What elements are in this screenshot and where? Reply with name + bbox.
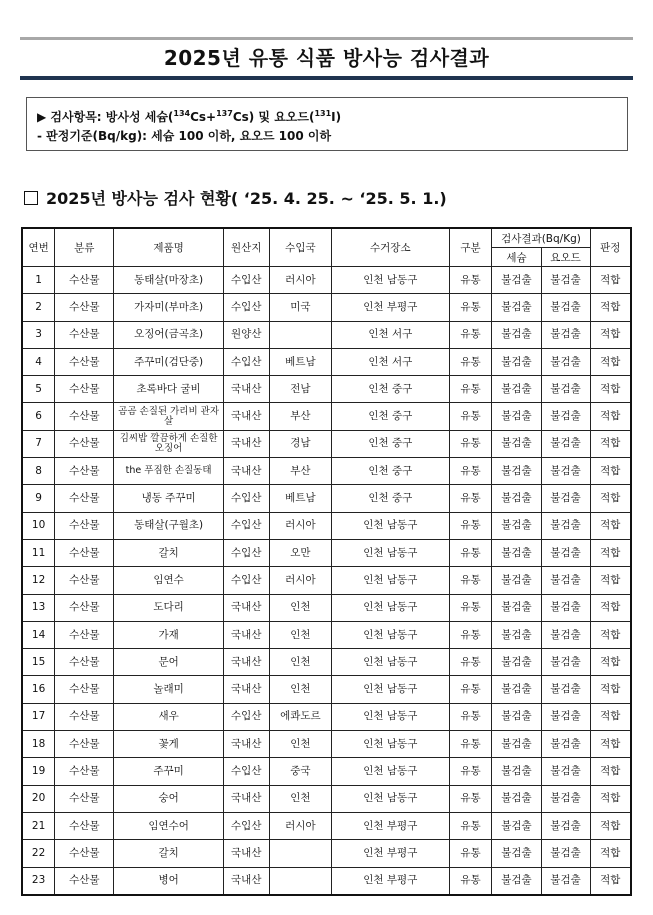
section-title: 2025년 방사능 검사 현황( ‘25. 4. 25. ~ ‘25. 5. 1.) (46, 189, 447, 208)
cell-location: 인천 남동구 (332, 539, 450, 566)
table-row (22, 621, 631, 648)
cell-origin: 국내산 (223, 430, 269, 457)
header-result: 검사결과(Bq/Kg) (492, 228, 590, 248)
cell-product: 주꾸미(검단중) (114, 348, 223, 375)
cell-no: 5 (22, 376, 55, 403)
cell-type: 유통 (449, 594, 492, 621)
cell-category: 수산물 (55, 567, 114, 594)
table-row (22, 539, 631, 566)
cell-origin: 국내산 (223, 594, 269, 621)
cell-verdict: 적합 (590, 785, 631, 812)
cell-category: 수산물 (55, 840, 114, 867)
cell-import-country: 러시아 (269, 512, 331, 539)
cell-type: 유통 (449, 294, 492, 321)
cell-import-country: 인천 (269, 676, 331, 703)
cell-category: 수산물 (55, 539, 114, 566)
cell-location: 인천 중구 (332, 485, 450, 512)
cell-iodine: 불검출 (541, 785, 590, 812)
table-row (22, 567, 631, 594)
cell-category: 수산물 (55, 731, 114, 758)
cell-category: 수산물 (55, 867, 114, 895)
cell-product: 꽃게 (114, 731, 223, 758)
cell-category: 수산물 (55, 785, 114, 812)
cell-origin: 수입산 (223, 294, 269, 321)
cell-product: 김씨밥 깔끔하게 손질한 오징어 (114, 430, 223, 457)
cell-verdict: 적합 (590, 567, 631, 594)
cell-verdict: 적합 (590, 758, 631, 785)
cell-location: 인천 부평구 (332, 840, 450, 867)
cell-no: 15 (22, 649, 55, 676)
cell-origin: 수입산 (223, 267, 269, 294)
header-import-country: 수입국 (269, 228, 331, 267)
cell-import-country: 중국 (269, 758, 331, 785)
cell-type: 유통 (449, 458, 492, 485)
cell-type: 유통 (449, 348, 492, 375)
cell-iodine: 불검출 (541, 840, 590, 867)
cell-iodine: 불검출 (541, 703, 590, 730)
cell-type: 유통 (449, 621, 492, 648)
cell-iodine: 불검출 (541, 321, 590, 348)
cell-type: 유통 (449, 376, 492, 403)
cell-import-country (269, 867, 331, 895)
cell-category: 수산물 (55, 594, 114, 621)
cell-cesium: 불검출 (492, 458, 541, 485)
cell-import-country: 러시아 (269, 567, 331, 594)
cell-verdict: 적합 (590, 539, 631, 566)
cs134-text: Cs+ (190, 110, 217, 124)
cell-verdict: 적합 (590, 294, 631, 321)
cell-origin: 국내산 (223, 621, 269, 648)
cell-iodine: 불검출 (541, 403, 590, 430)
results-table (21, 227, 632, 896)
table-body (22, 267, 631, 895)
cell-import-country: 경남 (269, 430, 331, 457)
cell-category: 수산물 (55, 321, 114, 348)
cell-location: 인천 부평구 (332, 812, 450, 839)
cell-location: 인천 남동구 (332, 676, 450, 703)
table-row (22, 294, 631, 321)
cell-location: 인천 중구 (332, 430, 450, 457)
section-heading (24, 186, 447, 209)
cell-import-country: 인천 (269, 594, 331, 621)
table-row (22, 403, 631, 430)
cell-origin: 수입산 (223, 539, 269, 566)
cell-no: 22 (22, 840, 55, 867)
cell-iodine: 불검출 (541, 676, 590, 703)
cell-origin: 수입산 (223, 512, 269, 539)
cell-type: 유통 (449, 485, 492, 512)
cell-no: 19 (22, 758, 55, 785)
cell-import-country (269, 321, 331, 348)
cell-origin: 수입산 (223, 485, 269, 512)
bullet-triangle-icon: ▶ (37, 110, 47, 124)
cell-category: 수산물 (55, 376, 114, 403)
cell-no: 11 (22, 539, 55, 566)
cell-category: 수산물 (55, 430, 114, 457)
cell-location: 인천 남동구 (332, 567, 450, 594)
cell-location: 인천 중구 (332, 403, 450, 430)
cell-cesium: 불검출 (492, 594, 541, 621)
cell-type: 유통 (449, 703, 492, 730)
cell-product: 동태살(구월초) (114, 512, 223, 539)
table-row (22, 867, 631, 895)
cell-cesium: 불검출 (492, 267, 541, 294)
header-type: 구분 (449, 228, 492, 267)
cell-cesium: 불검출 (492, 403, 541, 430)
cell-verdict: 적합 (590, 840, 631, 867)
cell-category: 수산물 (55, 403, 114, 430)
cs137-superscript: 137 (216, 109, 233, 118)
cell-iodine: 불검출 (541, 348, 590, 375)
table-row (22, 458, 631, 485)
i131-text: I) (331, 110, 342, 124)
cell-import-country: 부산 (269, 458, 331, 485)
cs137-text: Cs) 및 요오드( (232, 110, 315, 124)
cell-import-country: 러시아 (269, 812, 331, 839)
table-row (22, 758, 631, 785)
cell-import-country: 인천 (269, 785, 331, 812)
cell-type: 유통 (449, 321, 492, 348)
cell-import-country: 오만 (269, 539, 331, 566)
cell-no: 14 (22, 621, 55, 648)
cell-verdict: 적합 (590, 731, 631, 758)
cell-location: 인천 서구 (332, 321, 450, 348)
cell-verdict: 적합 (590, 676, 631, 703)
table-row (22, 485, 631, 512)
page-title: 2025년 유통 식품 방사능 검사결과 (163, 46, 490, 70)
cell-no: 12 (22, 567, 55, 594)
cell-import-country: 러시아 (269, 267, 331, 294)
header-cesium: 세슘 (492, 248, 541, 267)
cell-category: 수산물 (55, 294, 114, 321)
cell-location: 인천 남동구 (332, 731, 450, 758)
cell-origin: 국내산 (223, 785, 269, 812)
table-row (22, 267, 631, 294)
cell-category: 수산물 (55, 649, 114, 676)
cell-cesium: 불검출 (492, 348, 541, 375)
cell-verdict: 적합 (590, 867, 631, 895)
cell-cesium: 불검출 (492, 621, 541, 648)
cell-product: 놀래미 (114, 676, 223, 703)
cell-product: 임연수 (114, 567, 223, 594)
cell-no: 4 (22, 348, 55, 375)
cell-location: 인천 부평구 (332, 294, 450, 321)
table-row (22, 840, 631, 867)
cell-location: 인천 서구 (332, 348, 450, 375)
cell-product: 초록바다 굴비 (114, 376, 223, 403)
cell-iodine: 불검출 (541, 267, 590, 294)
cell-location: 인천 남동구 (332, 703, 450, 730)
cell-type: 유통 (449, 267, 492, 294)
cell-product: 임연수어 (114, 812, 223, 839)
cell-import-country: 부산 (269, 403, 331, 430)
cell-category: 수산물 (55, 458, 114, 485)
cell-cesium: 불검출 (492, 567, 541, 594)
cell-cesium: 불검출 (492, 430, 541, 457)
cell-import-country: 에콰도르 (269, 703, 331, 730)
cell-verdict: 적합 (590, 485, 631, 512)
cell-iodine: 불검출 (541, 539, 590, 566)
cell-cesium: 불검출 (492, 758, 541, 785)
table-row (22, 348, 631, 375)
cell-iodine: 불검출 (541, 294, 590, 321)
cell-verdict: 적합 (590, 267, 631, 294)
cell-no: 10 (22, 512, 55, 539)
cell-type: 유통 (449, 867, 492, 895)
table-row (22, 321, 631, 348)
cell-iodine: 불검출 (541, 731, 590, 758)
cell-origin: 수입산 (223, 348, 269, 375)
cell-type: 유통 (449, 758, 492, 785)
cell-iodine: 불검출 (541, 567, 590, 594)
cell-location: 인천 남동구 (332, 621, 450, 648)
header-verdict: 판정 (590, 228, 631, 267)
cell-cesium: 불검출 (492, 485, 541, 512)
cell-origin: 국내산 (223, 731, 269, 758)
cell-verdict: 적합 (590, 812, 631, 839)
cell-type: 유통 (449, 731, 492, 758)
cell-category: 수산물 (55, 621, 114, 648)
cell-category: 수산물 (55, 485, 114, 512)
table-row (22, 512, 631, 539)
cell-product: 병어 (114, 867, 223, 895)
cell-verdict: 적합 (590, 512, 631, 539)
inspection-items-line (37, 103, 627, 125)
cell-product: 곰곰 손질된 가리비 관자살 (114, 403, 223, 430)
header-location: 수거장소 (332, 228, 450, 267)
cell-origin: 수입산 (223, 812, 269, 839)
cell-cesium: 불검출 (492, 785, 541, 812)
cell-no: 20 (22, 785, 55, 812)
cell-import-country (269, 840, 331, 867)
cell-product: 새우 (114, 703, 223, 730)
title-top-rule (20, 37, 633, 40)
cell-import-country: 미국 (269, 294, 331, 321)
cell-product: 오징어(금곡초) (114, 321, 223, 348)
cell-origin: 국내산 (223, 867, 269, 895)
cell-iodine: 불검출 (541, 485, 590, 512)
cell-type: 유통 (449, 512, 492, 539)
cell-location: 인천 중구 (332, 458, 450, 485)
header-no: 연번 (22, 228, 55, 267)
cell-no: 17 (22, 703, 55, 730)
cell-type: 유통 (449, 403, 492, 430)
cell-product: 도다리 (114, 594, 223, 621)
cell-category: 수산물 (55, 348, 114, 375)
cell-product: the 푸짐한 손질동태 (114, 458, 223, 485)
cell-product: 문어 (114, 649, 223, 676)
checkbox-icon (24, 191, 38, 205)
table-row (22, 812, 631, 839)
cell-cesium: 불검출 (492, 294, 541, 321)
cell-verdict: 적합 (590, 458, 631, 485)
header-origin: 원산지 (223, 228, 269, 267)
cell-origin: 원양산 (223, 321, 269, 348)
cell-no: 3 (22, 321, 55, 348)
cell-no: 8 (22, 458, 55, 485)
cell-no: 18 (22, 731, 55, 758)
table-row (22, 676, 631, 703)
cell-cesium: 불검출 (492, 731, 541, 758)
cell-location: 인천 남동구 (332, 758, 450, 785)
cell-origin: 수입산 (223, 567, 269, 594)
cell-import-country: 베트남 (269, 348, 331, 375)
table-row (22, 731, 631, 758)
cell-category: 수산물 (55, 812, 114, 839)
cell-type: 유통 (449, 785, 492, 812)
cell-no: 13 (22, 594, 55, 621)
cell-no: 16 (22, 676, 55, 703)
cell-import-country: 베트남 (269, 485, 331, 512)
cell-type: 유통 (449, 649, 492, 676)
table-row (22, 430, 631, 457)
cell-product: 숭어 (114, 785, 223, 812)
cell-verdict: 적합 (590, 403, 631, 430)
table-row (22, 649, 631, 676)
cell-iodine: 불검출 (541, 594, 590, 621)
header-category: 분류 (55, 228, 114, 267)
cell-verdict: 적합 (590, 594, 631, 621)
cell-category: 수산물 (55, 758, 114, 785)
cell-cesium: 불검출 (492, 321, 541, 348)
cell-iodine: 불검출 (541, 376, 590, 403)
i131-superscript: 131 (314, 109, 332, 118)
cell-cesium: 불검출 (492, 867, 541, 895)
cell-location: 인천 남동구 (332, 267, 450, 294)
cell-iodine: 불검출 (541, 430, 590, 457)
cell-category: 수산물 (55, 512, 114, 539)
cell-type: 유통 (449, 430, 492, 457)
cell-origin: 국내산 (223, 458, 269, 485)
cell-type: 유통 (449, 567, 492, 594)
cell-product: 동태살(마장초) (114, 267, 223, 294)
cell-no: 9 (22, 485, 55, 512)
cell-verdict: 적합 (590, 703, 631, 730)
cell-cesium: 불검출 (492, 840, 541, 867)
cell-iodine: 불검출 (541, 512, 590, 539)
table-header-row (22, 228, 631, 248)
header-product: 제품명 (114, 228, 223, 267)
cell-type: 유통 (449, 812, 492, 839)
cell-iodine: 불검출 (541, 458, 590, 485)
cell-verdict: 적합 (590, 348, 631, 375)
cell-type: 유통 (449, 539, 492, 566)
cell-no: 23 (22, 867, 55, 895)
cell-type: 유통 (449, 676, 492, 703)
cell-no: 6 (22, 403, 55, 430)
cell-cesium: 불검출 (492, 376, 541, 403)
cell-location: 인천 남동구 (332, 512, 450, 539)
table-row (22, 703, 631, 730)
cell-origin: 국내산 (223, 649, 269, 676)
cell-location: 인천 부평구 (332, 867, 450, 895)
cell-iodine: 불검출 (541, 812, 590, 839)
cell-cesium: 불검출 (492, 539, 541, 566)
table-row (22, 594, 631, 621)
cell-cesium: 불검출 (492, 512, 541, 539)
cell-no: 1 (22, 267, 55, 294)
cell-cesium: 불검출 (492, 812, 541, 839)
cell-iodine: 불검출 (541, 649, 590, 676)
cell-location: 인천 남동구 (332, 649, 450, 676)
cell-location: 인천 중구 (332, 376, 450, 403)
cell-origin: 국내산 (223, 403, 269, 430)
cell-cesium: 불검출 (492, 676, 541, 703)
cell-location: 인천 남동구 (332, 594, 450, 621)
cell-product: 가자미(부마초) (114, 294, 223, 321)
cell-product: 갈치 (114, 539, 223, 566)
cell-verdict: 적합 (590, 621, 631, 648)
cell-no: 7 (22, 430, 55, 457)
inspection-info-box (26, 97, 628, 151)
cell-import-country: 인천 (269, 731, 331, 758)
header-iodine: 요오드 (541, 248, 590, 267)
cell-iodine: 불검출 (541, 867, 590, 895)
cell-category: 수산물 (55, 703, 114, 730)
table-row (22, 376, 631, 403)
title-bottom-rule (20, 76, 633, 80)
cell-cesium: 불검출 (492, 649, 541, 676)
cell-category: 수산물 (55, 267, 114, 294)
cell-product: 냉동 주꾸미 (114, 485, 223, 512)
cell-import-country: 인천 (269, 621, 331, 648)
cell-iodine: 불검출 (541, 758, 590, 785)
cell-no: 2 (22, 294, 55, 321)
table-row (22, 785, 631, 812)
cell-no: 21 (22, 812, 55, 839)
cell-type: 유통 (449, 840, 492, 867)
cell-origin: 수입산 (223, 703, 269, 730)
cell-origin: 국내산 (223, 840, 269, 867)
cell-cesium: 불검출 (492, 703, 541, 730)
cell-import-country: 인천 (269, 649, 331, 676)
cell-product: 주꾸미 (114, 758, 223, 785)
cell-category: 수산물 (55, 676, 114, 703)
cell-product: 가재 (114, 621, 223, 648)
inspection-items-label: 검사항목: 방사성 세슘( (50, 110, 174, 124)
cell-verdict: 적합 (590, 376, 631, 403)
cell-origin: 국내산 (223, 376, 269, 403)
cell-product: 갈치 (114, 840, 223, 867)
cell-import-country: 전남 (269, 376, 331, 403)
cell-verdict: 적합 (590, 321, 631, 348)
cell-origin: 수입산 (223, 758, 269, 785)
cell-verdict: 적합 (590, 649, 631, 676)
cell-iodine: 불검출 (541, 621, 590, 648)
cell-location: 인천 남동구 (332, 785, 450, 812)
cs134-superscript: 134 (173, 109, 191, 118)
cell-verdict: 적합 (590, 430, 631, 457)
criteria-line: - 판정기준(Bq/kg): 세슘 100 이하, 요오드 100 이하 (37, 129, 332, 143)
cell-origin: 국내산 (223, 676, 269, 703)
